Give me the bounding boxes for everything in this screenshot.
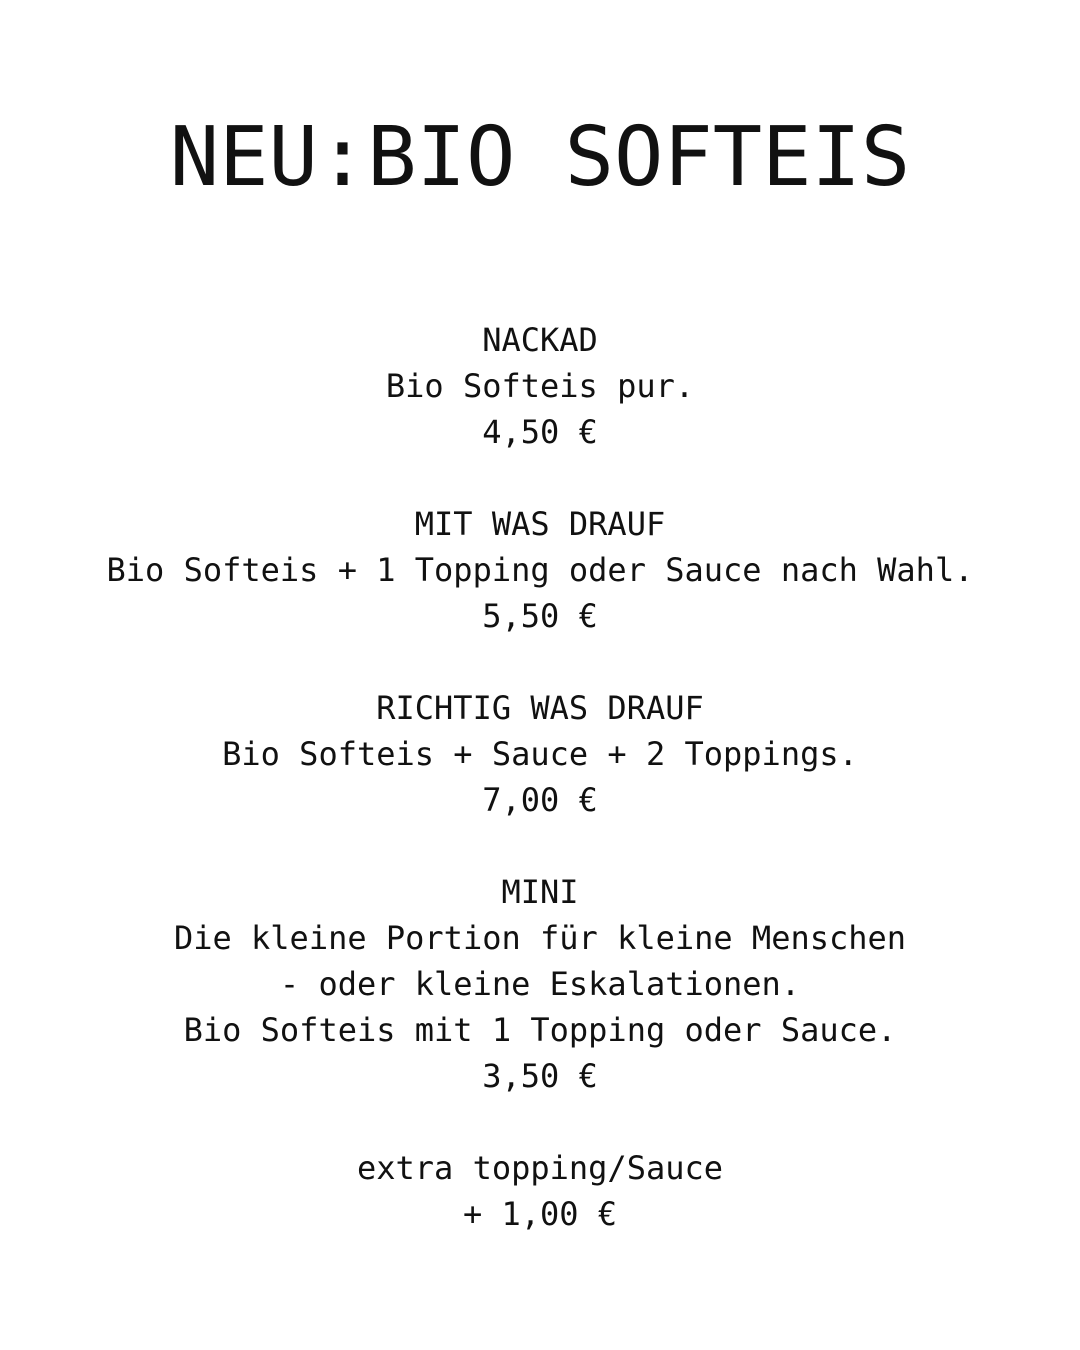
item-price: 5,50 € (482, 597, 598, 635)
menu-item-extra (0, 1145, 1080, 1237)
page-title: NEU:BIO SOFTEIS (169, 110, 911, 205)
extra-price: + 1,00 € (462, 1195, 618, 1233)
spacer (0, 1099, 1080, 1145)
item-name: MIT WAS DRAUF (414, 505, 666, 543)
item-price: 4,50 € (482, 413, 598, 451)
spacer (0, 639, 1080, 685)
menu-item-mini (0, 869, 1080, 1099)
item-description: Bio Softeis pur. (385, 367, 695, 405)
item-name: RICHTIG WAS DRAUF (376, 689, 704, 727)
item-description: Bio Softeis + 1 Topping oder Sauce nach Wahl. (106, 551, 974, 589)
item-price: 3,50 € (482, 1057, 598, 1095)
extra-label: extra topping/Sauce (356, 1149, 724, 1187)
item-name: MINI (501, 873, 579, 911)
menu-list (0, 317, 1080, 1237)
spacer (0, 823, 1080, 869)
item-description: Bio Softeis + Sauce + 2 Toppings. (222, 735, 858, 773)
menu-item-mit-was-drauf (0, 501, 1080, 639)
item-name: NACKAD (482, 321, 598, 359)
item-description: Bio Softeis mit 1 Topping oder Sauce. (183, 1011, 897, 1049)
menu-item-richtig-was-drauf (0, 685, 1080, 823)
item-description: Die kleine Portion für kleine Menschen (173, 919, 907, 957)
item-price: 7,00 € (482, 781, 598, 819)
spacer (0, 455, 1080, 501)
item-description: - oder kleine Eskalationen. (279, 965, 801, 1003)
menu-item-nackad (0, 317, 1080, 455)
